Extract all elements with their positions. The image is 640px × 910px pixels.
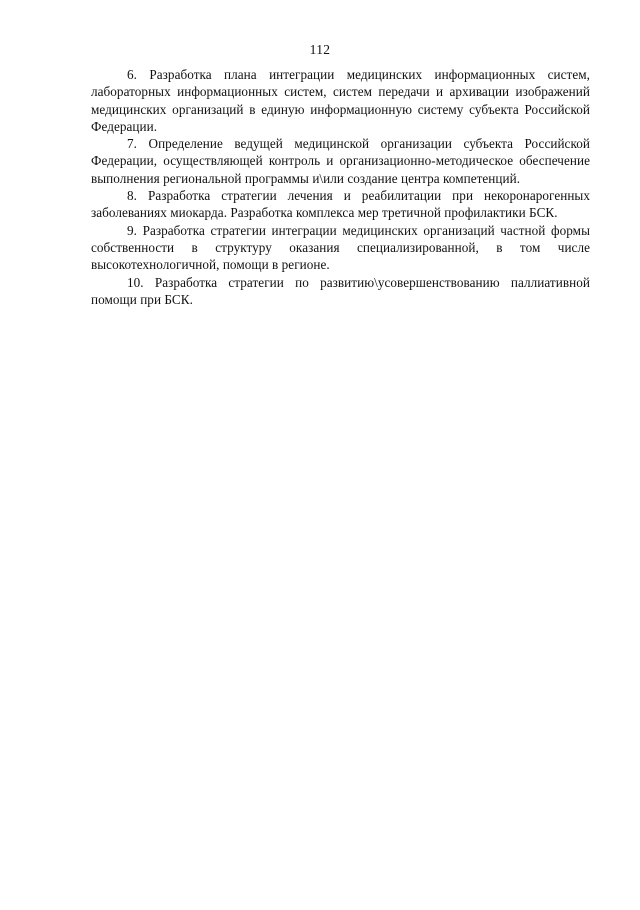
list-item	[91, 222, 590, 274]
item-number: 6.	[127, 67, 137, 82]
item-number: 8.	[127, 188, 137, 204]
item-text: Разработка стратегии интеграции медицинских организаций частной формы собственности в структуру оказания специализированной, в том числе высокотехнологичной, помощи в регионе.	[91, 222, 590, 273]
item-text: Разработка стратегии лечения и реабилитации при некоронарогенных заболеваниях миокарда. Разработка комплекса мер третичной профилактики БСК.	[91, 188, 590, 221]
item-text: Разработка плана интеграции медицинских информационных систем, лабораторных информационных систем, систем передачи и архивации изображений медицинских организаций в единую информационную систему субъекта Российской Федерации.	[91, 67, 590, 134]
list-item	[91, 274, 590, 309]
list-item	[91, 135, 590, 187]
page-number: 112	[309, 42, 331, 57]
list-item	[91, 66, 590, 135]
item-number: 10.	[127, 274, 144, 290]
item-text: Определение ведущей медицинской организации субъекта Российской Федерации, осуществляющей контроль и организационно-методическое обеспечение выполнения региональной программы и\или создание центра компетенций.	[91, 136, 590, 186]
list-item	[91, 187, 590, 222]
item-text: Разработка стратегии по развитию\усовершенствованию паллиативной помощи при БСК.	[91, 274, 590, 307]
document-body	[91, 66, 590, 308]
item-number: 9.	[127, 222, 137, 238]
item-number: 7.	[127, 136, 137, 152]
